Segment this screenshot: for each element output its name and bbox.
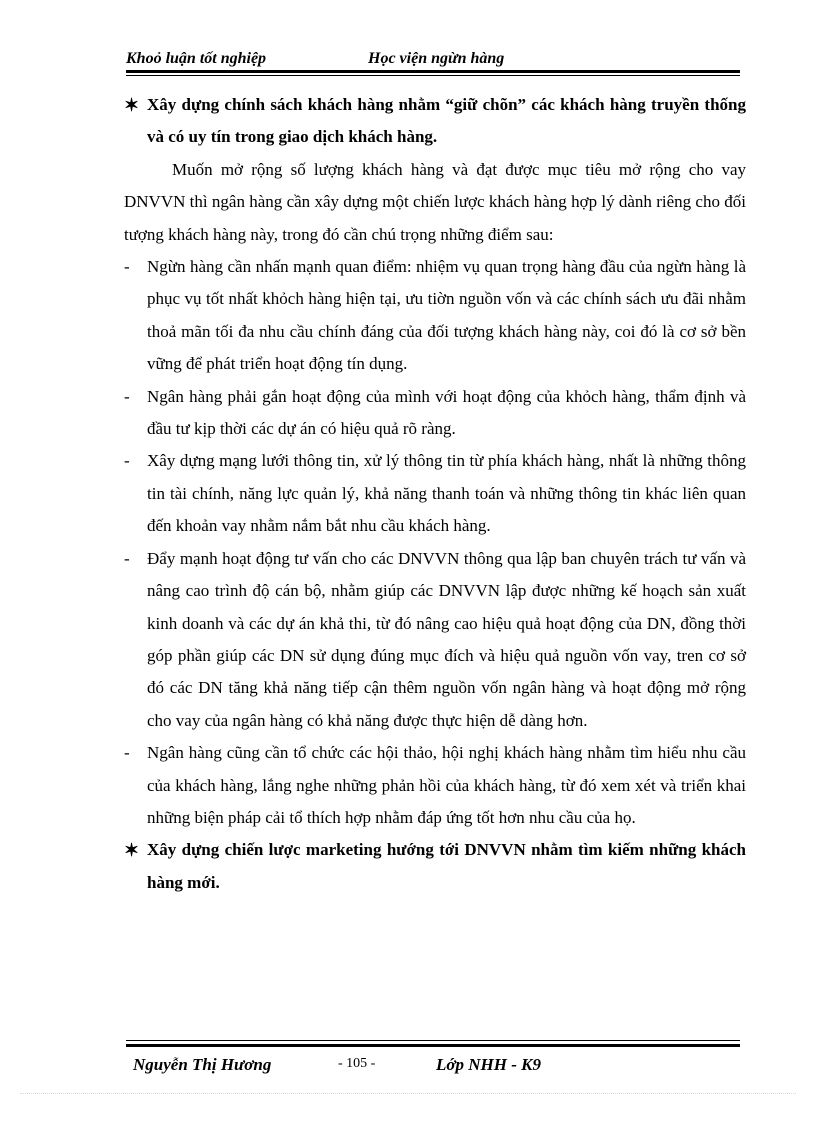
list-item [124,543,746,737]
thesis-label: Khoỏ luận tốt nghiệp [126,50,267,67]
class-label: Lớp NHH - K9 [436,1055,541,1074]
list-item-text: Ngừn hàng cần nhấn mạnh quan điểm: nhiệm vụ quan trọng hàng đầu của ngừn hàng là phục vụ tốt nhất khỏch hàng hiện tại, ưu tiờn nguồn vốn và các chính sách ưu đãi nhằm thoả mãn tối đa nhu cầu chính đáng của đối tượng khách hàng này, coi đó là cơ sở bền vững để phát triển hoạt động tín dụng. [147,257,746,374]
star-bullet-icon: ✶ [124,95,140,115]
dash-bullet: - [124,386,130,406]
footer-rule-thin [126,1040,740,1041]
document-body [124,89,746,899]
star-bullet-icon: ✶ [124,840,140,861]
page-footer [133,1053,733,1075]
list-item [124,251,746,381]
page-header [126,50,740,68]
list-item [124,381,746,446]
dash-bullet: - [124,743,130,763]
list-item-text: Ngân hàng cũng cần tổ chức các hội thảo, hội nghị khách hàng nhằm tìm hiểu nhu cầu của khách hàng, lắng nghe những phản hồi của khách hàng, từ đó xem xét và triển khai những biện pháp cải tổ thích hợp nhằm đáp ứng tốt hơn nhu cầu của họ. [147,743,746,827]
dash-bullet: - [124,451,130,471]
footer-rule [126,1044,740,1047]
header-rule [126,70,740,73]
heading-text: Xây dựng chiến lược marketing hướng tới DNVVN nhằm tìm kiếm những khách hàng mới. [147,840,746,892]
list-item-text: Đẩy mạnh hoạt động tư vấn cho các DNVVN thông qua lập ban chuyên trách tư vấn và nâng cao trình độ cán bộ, nhằm giúp các DNVVN lập được những kế hoạch sản xuất kinh doanh và các dự án khả thi, từ đó nâng cao hiệu quả hoạt động của DN, đồng thời góp phần giúp các DN sử dụng đúng mục đích và hiệu quả nguồn vốn vay, tren cơ sở đó các DN tăng khả năng tiếp cận thêm nguồn vốn ngân hàng và hoạt động mở rộng cho vay của ngân hàng có khả năng được thực hiện dễ dàng hơn. [147,548,746,730]
list-item-text: Xây dựng mạng lưới thông tin, xử lý thông tin từ phía khách hàng, nhất là những thông tin tài chính, năng lực quản lý, khả năng thanh toán và những thông tin khác liên quan đến khoản vay nhằm nắm bắt nhu cầu khách hàng. [147,451,746,536]
intro-paragraph: Muốn mở rộng số lượng khách hàng và đạt được mục tiêu mở rộng cho vay DNVVN thì ngân hàng cần xây dựng một chiến lược khách hàng hợp lý dành riêng cho đối tượng khách hàng này, trong đó cần chú trọng những điểm sau: [124,159,746,244]
author-name: Nguyễn Thị Hương [133,1055,272,1074]
header-rule-thin [126,75,740,76]
list-item-text: Ngân hàng phải gắn hoạt động của mình với hoạt động của khỏch hàng, thẩm định và đầu tư kịp thời các dự án có hiệu quả rõ ràng. [147,386,746,439]
section-heading-2 [124,834,746,899]
dash-bullet: - [124,548,130,568]
list-item [124,445,746,542]
section-heading-1 [124,89,746,154]
dash-bullet: - [124,257,130,277]
page-break-line [20,1093,796,1094]
list-item [124,737,746,834]
institution-name: Học viện ngừn hàng [368,50,505,67]
page-number: - 105 - [338,1056,376,1071]
heading-text: Xây dựng chính sách khách hàng nhằm “giữ chõn” các khách hàng truyền thống và có uy tín trong giao dịch khách hàng. [147,95,746,147]
